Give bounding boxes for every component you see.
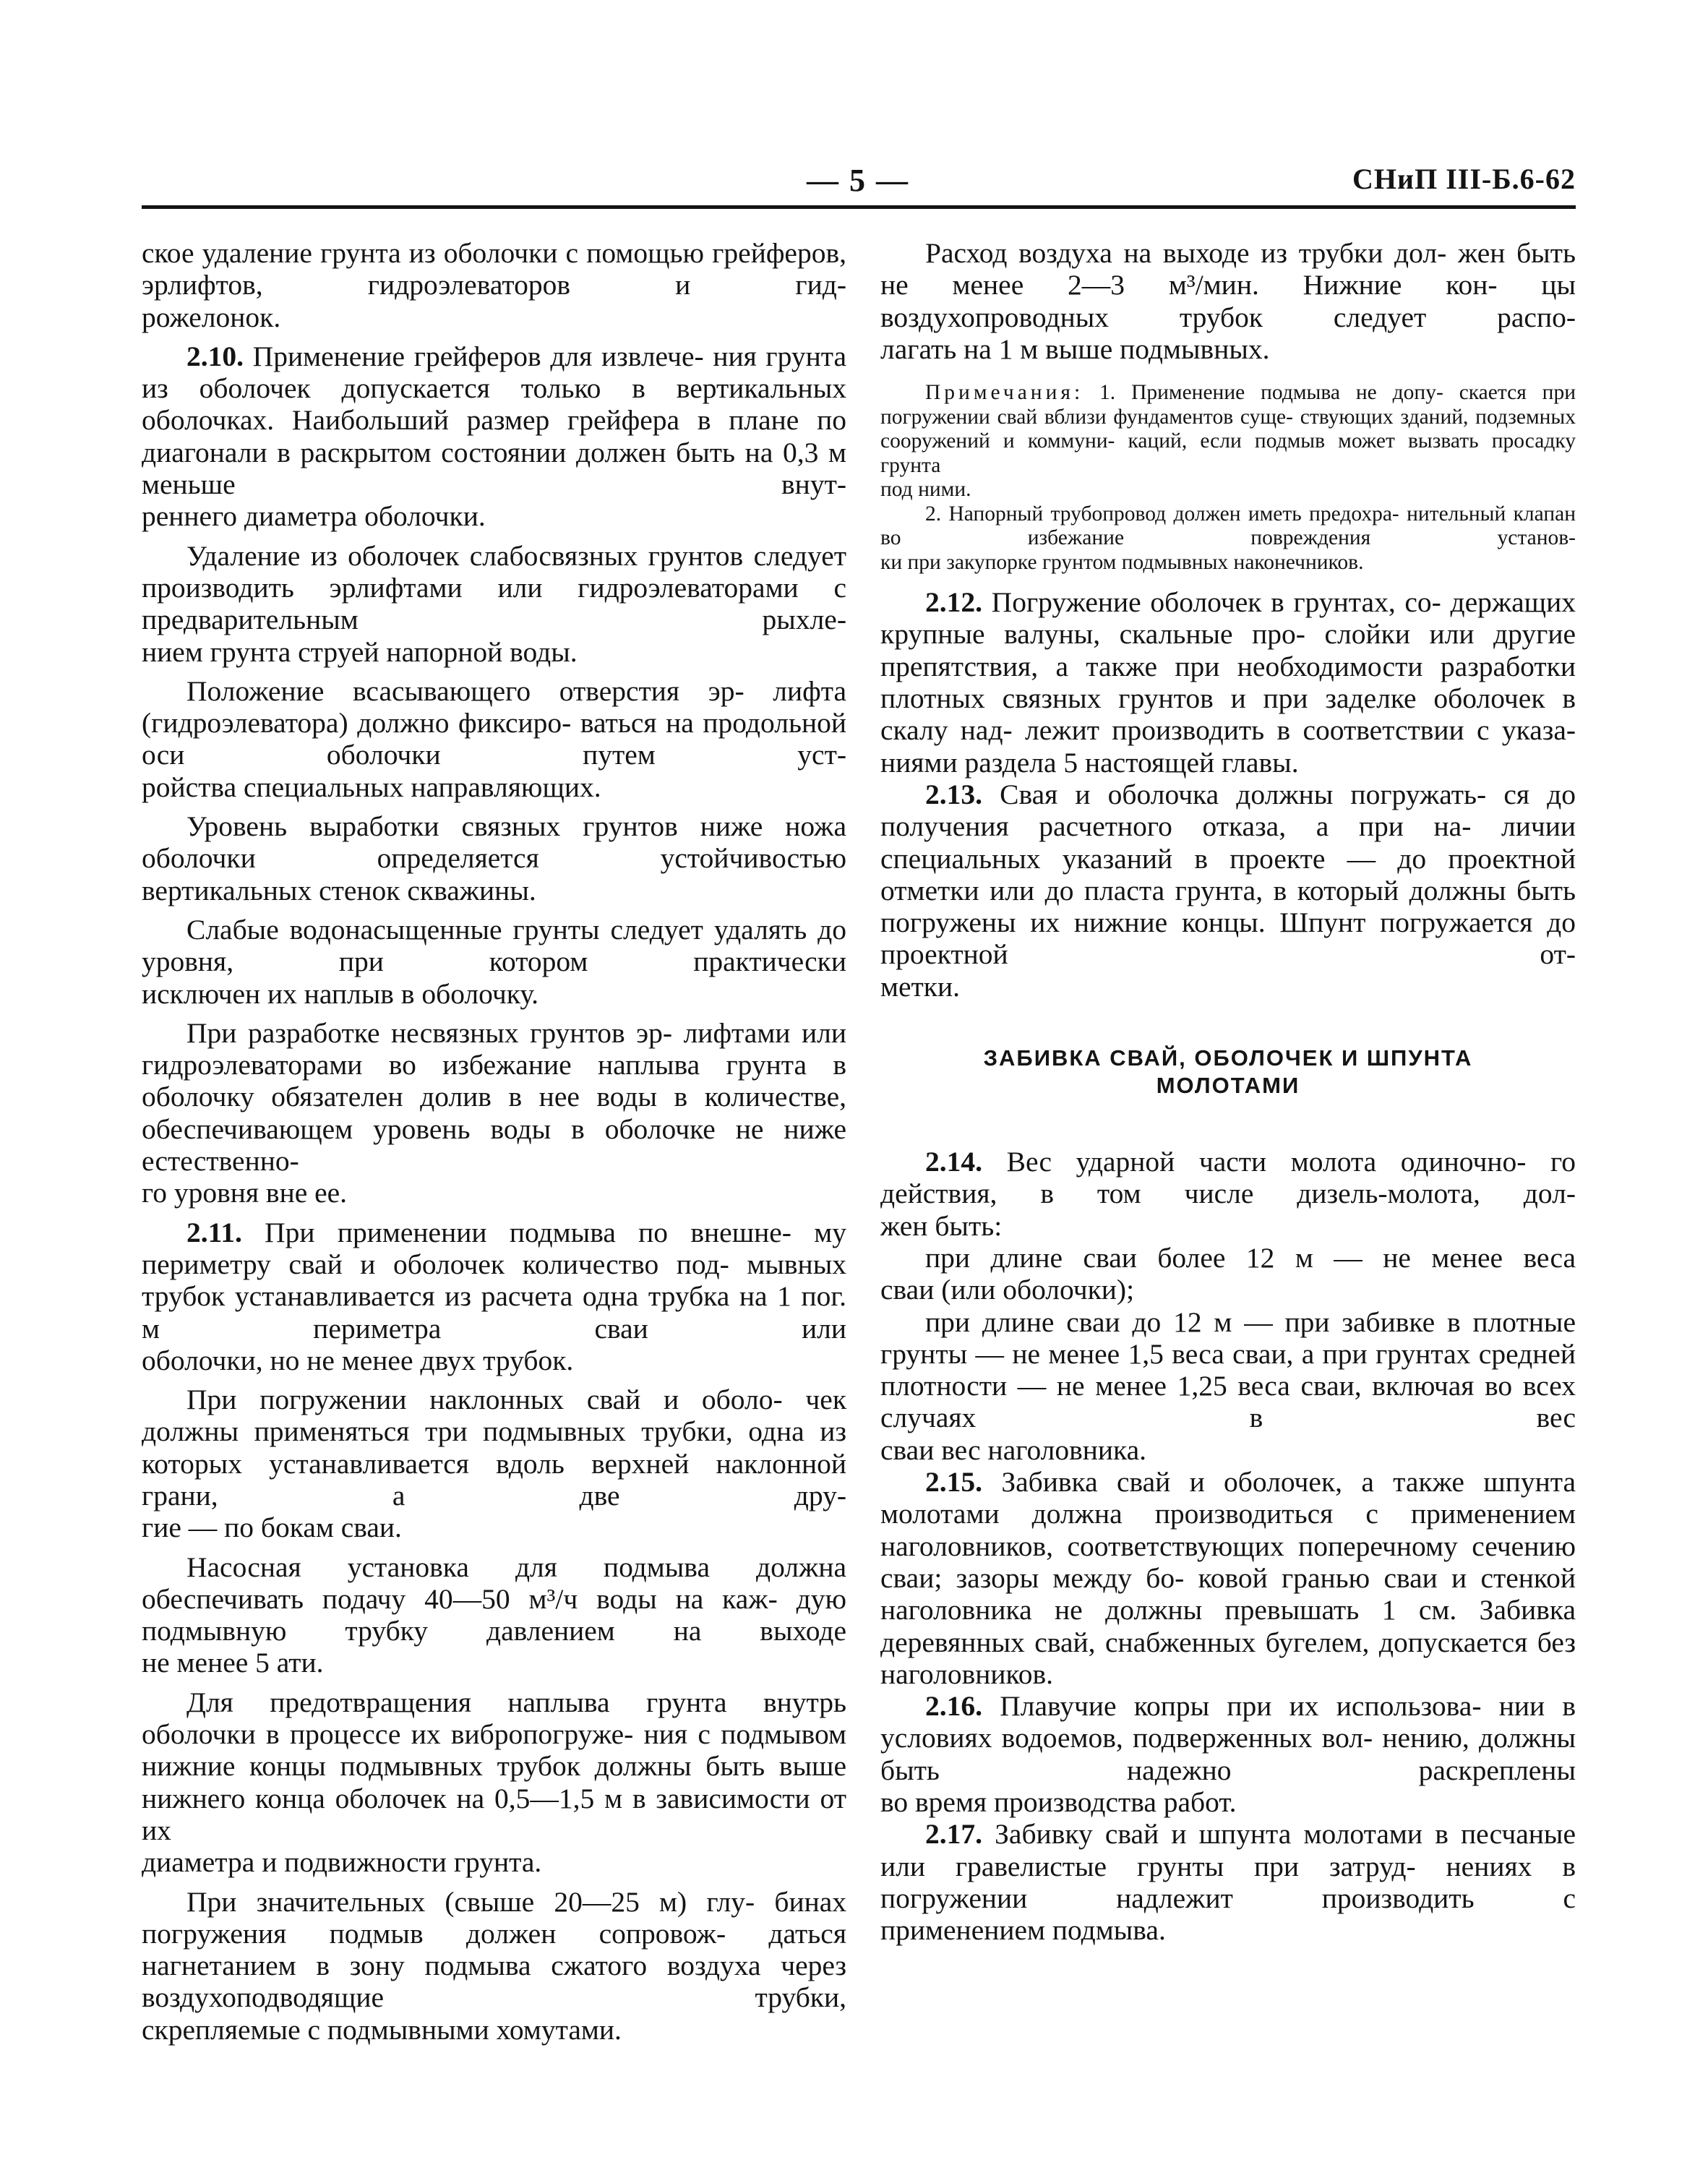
line: наплыва грунта в оболочку обязателен долив	[142, 1049, 846, 1113]
paragraph	[142, 1384, 846, 1512]
line: воздуха через воздухоподводящие трубки,	[142, 1950, 846, 2014]
line: грунтов и при заделке оболочек в скалу над-	[880, 682, 1576, 747]
paragraph-end	[880, 1658, 1576, 1690]
line: ваться на продольной оси оболочки путем уст-	[142, 707, 846, 771]
paragraph-end	[142, 1345, 846, 1376]
line: сваи вес наголовника.	[880, 1433, 1147, 1466]
line: свай, снабженных бугелем, допускается без	[1034, 1626, 1576, 1658]
left-column	[142, 237, 846, 2046]
heading-line: ЗАБИВКА СВАЙ, ОБОЛОЧЕК И ШПУНТА	[983, 1045, 1473, 1071]
line: лагать на 1 м выше подмывных.	[880, 333, 1270, 365]
line: личии специальных указаний в проекте — до	[880, 810, 1576, 875]
line: плотные грунты — не менее 1,5 веса сваи, а	[880, 1305, 1576, 1370]
clause-2-13	[880, 779, 1576, 971]
paragraph-end	[142, 1647, 846, 1678]
paragraph-end	[880, 1210, 1576, 1242]
line: Насосная установка для подмыва должна	[186, 1551, 846, 1583]
line: дую подмывную трубку давлением на выходе	[142, 1582, 846, 1647]
paragraph-end	[142, 500, 846, 532]
paragraph	[142, 1551, 846, 1647]
heading-line: МОЛОТАМИ	[1156, 1073, 1300, 1099]
paragraph-end	[142, 978, 846, 1010]
note-end	[880, 551, 1576, 575]
paragraph	[142, 675, 846, 771]
document-code: СНиП III-Б.6-62	[1352, 163, 1576, 195]
paragraph-end	[142, 771, 846, 803]
line: чек должны применяться три подмывных	[142, 1384, 847, 1448]
line: диаметра и подвижности грунта.	[142, 1846, 542, 1879]
paragraph-end	[880, 971, 1576, 1003]
line: бинах погружения подмыв должен сопровож-	[142, 1885, 847, 1950]
line: Уровень выработки связных грунтов ниже	[186, 810, 763, 843]
clause-2-11	[142, 1217, 846, 1345]
line: нительный клапан во избежание повреждения установ-	[880, 502, 1576, 550]
line: оболочки, но не менее двух трубок.	[142, 1344, 574, 1376]
line: который должны быть погружены их нижние	[880, 874, 1576, 939]
paragraph-end	[880, 1914, 1576, 1946]
page-header	[142, 162, 1576, 205]
line: Применение грейферов для извлече-	[252, 340, 704, 372]
line: Свая и оболочка должны погружать-	[1000, 778, 1487, 810]
line: ковой гранью сваи и стенкой наголовника не	[880, 1561, 1576, 1626]
paragraph	[142, 237, 846, 301]
header-rule	[142, 205, 1576, 209]
paragraph-end	[142, 2014, 846, 2046]
line: Удаление из оболочек слабосвязных	[186, 539, 638, 572]
line: песчаные или гравелистые грунты при затруд-	[880, 1818, 1576, 1882]
clause-2-16	[880, 1690, 1576, 1786]
line: скрепляемые с подмывными хомутами.	[142, 2013, 622, 2046]
line: жен быть не менее 2—3 м³/мин. Нижние кон-	[880, 237, 1576, 301]
line: му периметру свай и оболочек количество под-	[142, 1216, 846, 1280]
clause-number: 2.10.	[186, 340, 244, 372]
paragraph-end	[880, 1434, 1576, 1466]
line: лифтами или гидроэлеваторами во избежание	[142, 1016, 847, 1081]
line: ся до получения расчетного отказа, а при на-	[880, 778, 1576, 843]
line: держащих крупные валуны, скальные про-	[880, 586, 1576, 651]
paragraph-end	[142, 636, 846, 668]
paragraph	[142, 1886, 846, 2014]
line: Забивку свай и шпунта молотами в	[995, 1818, 1449, 1851]
line: в нее воды в количестве, обеспечивающем	[142, 1081, 846, 1145]
paragraph-end	[880, 1786, 1576, 1818]
line: применением наголовников, соответствующих	[880, 1498, 1576, 1562]
paragraph-end	[142, 1846, 846, 1878]
line: при длине сваи более 12 м — не менее веса	[925, 1241, 1576, 1274]
paragraph-end	[880, 1274, 1576, 1305]
line: Плавучие копры при их использова-	[1000, 1690, 1482, 1723]
line: ки при закупорке грунтом подмывных наконечников.	[880, 550, 1364, 574]
paragraph	[142, 1686, 846, 1846]
page-number: — 5 —	[807, 163, 909, 198]
line: нению, должны быть надежно раскреплены	[880, 1722, 1576, 1786]
line: каций, если подмыв может вызвать просадку грунта	[880, 429, 1576, 477]
line: ния грунта из оболочек допускается только в	[142, 340, 847, 405]
line: грунтов следует производить эрлифтами или	[142, 539, 846, 604]
line: слойки или другие препятствия, а также при	[880, 618, 1576, 682]
clause-2-12	[880, 586, 1576, 746]
clause-number: 2.13.	[925, 778, 982, 810]
line: При значительных (свыше 20—25 м) глу-	[186, 1885, 755, 1918]
line: реннего диаметра оболочки.	[142, 500, 486, 533]
line: нениях в погружении надлежит производить с	[880, 1850, 1576, 1914]
line: При разработке несвязных грунтов эр-	[186, 1016, 673, 1049]
clause-2-17	[880, 1818, 1576, 1914]
line: ствующих зданий, подземных сооружений и коммуни-	[880, 405, 1576, 453]
paragraph	[142, 914, 846, 978]
section-heading	[880, 1045, 1576, 1099]
note-2	[880, 502, 1576, 551]
line: рожелонок.	[142, 301, 281, 333]
line: обеспечивать подачу 40—50 м³/ч воды на каж-	[142, 1582, 778, 1615]
line: ройства специальных направляющих.	[142, 771, 601, 803]
line: состоянии должен быть на 0,3 м меньше внут-	[142, 436, 847, 501]
line: 2. Напорный трубопровод должен иметь предохра-	[925, 502, 1399, 526]
line: Слабые водонасыщенные грунты следует	[186, 913, 703, 946]
line: лежит производить в соответствии с указа-	[1025, 714, 1576, 747]
paragraph	[880, 1306, 1576, 1434]
clause-2-15	[880, 1466, 1576, 1658]
paragraph	[880, 237, 1576, 333]
line: удалять до уровня, при котором практически	[142, 913, 846, 978]
line: под ними.	[880, 478, 971, 502]
line: исключен их наплыв в оболочку.	[142, 977, 539, 1010]
paragraph	[142, 540, 846, 636]
line: цы воздухопроводных трубок следует распо-	[880, 269, 1576, 333]
clause-2-10	[142, 340, 846, 500]
line: метки.	[880, 970, 960, 1003]
line: ножа оболочки определяется устойчивостью	[142, 810, 847, 875]
line: ниями раздела 5 настоящей главы.	[880, 746, 1299, 779]
line: 1,25 веса сваи, включая во всех случаях в вес	[880, 1370, 1576, 1434]
line: вертикальных оболочках. Наибольший размер	[142, 372, 846, 437]
line: проектной отметки или до пласта грунта, в	[880, 842, 1576, 906]
paragraph-end	[880, 333, 1576, 365]
line: концы. Шпунт погружается до проектной от-	[880, 906, 1576, 971]
line: поперечному сечению сваи; зазоры между бо-	[880, 1530, 1576, 1594]
line: Забивка свай и оболочек, а также	[1001, 1466, 1464, 1499]
line: Для предотвращения наплыва грунта	[186, 1686, 727, 1718]
line: го действия, в том числе дизель-молота, дол-	[880, 1146, 1576, 1210]
paragraph	[142, 301, 846, 333]
line: шпунта молотами должна производиться с	[880, 1466, 1576, 1530]
line: При погружении наклонных свай и оболо-	[186, 1384, 783, 1416]
paragraph-end	[142, 875, 846, 906]
line: внутрь оболочки в процессе их вибропогруже-	[142, 1686, 846, 1751]
note-label: Примечания:	[925, 381, 1084, 405]
line: наголовников.	[880, 1658, 1053, 1690]
line: вдоль верхней наклонной грани, а две дру-	[142, 1447, 847, 1512]
line: жен быть:	[880, 1209, 1003, 1242]
clause-number: 2.15.	[925, 1466, 982, 1499]
line: при грунтах средней плотности — не менее	[880, 1337, 1576, 1402]
line: нием грунта струей напорной воды.	[142, 635, 578, 668]
clause-number: 2.12.	[925, 586, 982, 619]
line: при длине сваи до 12 м — при забивке в	[925, 1305, 1461, 1338]
clause-number: 2.14.	[925, 1146, 982, 1178]
note-1	[880, 381, 1576, 478]
line: Положение всасывающего отверстия эр-	[186, 674, 744, 707]
right-column	[880, 237, 1576, 1946]
line: уровень воды в оболочке не ниже естественно-	[142, 1112, 846, 1178]
note-end	[880, 478, 1576, 502]
clause-number: 2.11.	[186, 1216, 242, 1248]
line: гие — по бокам сваи.	[142, 1512, 402, 1544]
clause-2-14	[880, 1146, 1576, 1210]
paragraph-end	[880, 747, 1576, 779]
line: 1. Применение подмыва не допу-	[1099, 381, 1443, 405]
line: При применении подмыва по внешне-	[265, 1216, 791, 1248]
line: применением подмыва.	[880, 1914, 1166, 1947]
line: го уровня вне ее.	[142, 1177, 348, 1209]
line: ское удаление грунта из оболочки с помощью	[142, 237, 705, 269]
line: мывных трубок устанавливается из расчета	[142, 1248, 846, 1313]
line: грейферов, эрлифтов, гидроэлеваторов и гид-	[142, 237, 846, 301]
line: трубки, одна из которых устанавливается	[142, 1415, 846, 1480]
line: необходимости разработки плотных связных	[880, 650, 1576, 715]
line: не менее 5 ати.	[142, 1647, 324, 1679]
paragraph	[142, 810, 846, 875]
clause-number: 2.16.	[925, 1690, 982, 1723]
line: скается при погружении свай вблизи фундаментов суще-	[880, 381, 1576, 429]
line: лифта (гидроэлеватора) должно фиксиро-	[142, 674, 847, 739]
line: должны превышать 1 см. Забивка деревянных	[880, 1594, 1576, 1658]
paragraph	[880, 1242, 1576, 1274]
line: оболочек на 0,5—1,5 м в зависимости от их	[142, 1782, 846, 1846]
line: вертикальных стенок скважины.	[142, 874, 536, 906]
paragraph-end	[142, 1512, 846, 1543]
line: одна трубка на 1 пог. м периметра сваи или	[142, 1280, 846, 1345]
line: во время производства работ.	[880, 1785, 1237, 1818]
line: трубок должны быть выше нижнего конца	[142, 1750, 847, 1814]
line: Вес ударной части молота одиночно-	[1006, 1146, 1527, 1178]
line: ния с подмывом нижние концы подмывных	[142, 1718, 846, 1783]
clause-number: 2.17.	[925, 1818, 982, 1851]
line: грейфера в плане по диагонали в раскрытом	[142, 404, 846, 468]
line: гидроэлеваторами с предварительным рыхле-	[142, 571, 847, 636]
paragraph	[142, 1017, 846, 1177]
paragraph-end	[142, 1177, 846, 1209]
line: Погружение оболочек в грунтах, со-	[991, 586, 1441, 619]
line: сваи (или оболочки);	[880, 1274, 1135, 1306]
line: Расход воздуха на выходе из трубки дол-	[925, 237, 1447, 269]
line: даться нагнетанием в зону подмыва сжатого	[142, 1917, 847, 1982]
line: нии в условиях водоемов, подверженных вол-	[880, 1690, 1576, 1754]
